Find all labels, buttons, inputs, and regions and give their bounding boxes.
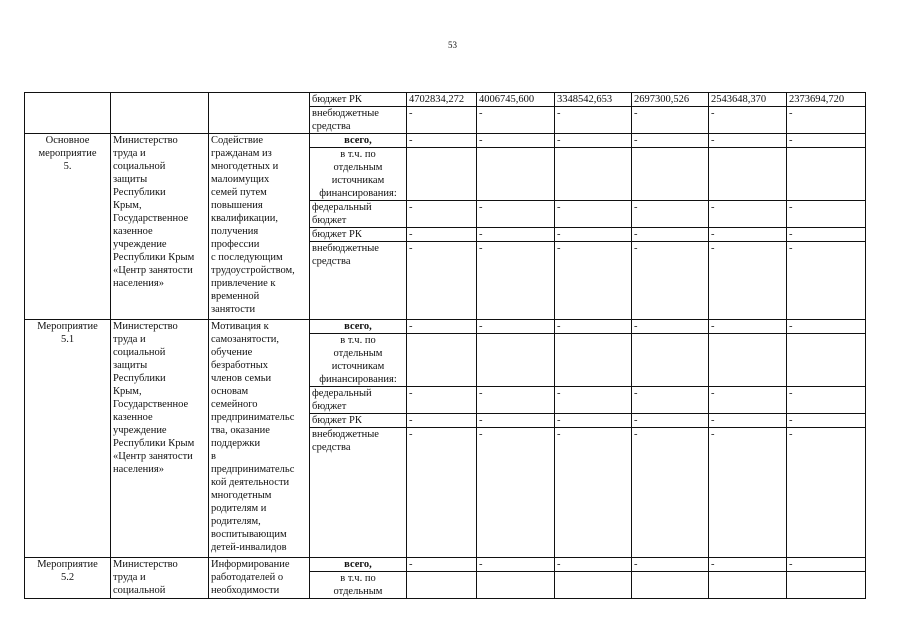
value-cell: 2543648,370 <box>709 93 787 107</box>
source-label: федеральный бюджет <box>310 387 407 414</box>
source-including-label: в т.ч. по отдельным источникам финансирования: <box>310 148 407 201</box>
description-cell: Информирование работодателей о необходимости <box>209 558 310 599</box>
value-cell: - <box>787 242 866 320</box>
value-cell: 2697300,526 <box>632 93 709 107</box>
value-cell: 4006745,600 <box>477 93 555 107</box>
value-cell: - <box>787 134 866 148</box>
value-cell <box>787 572 866 599</box>
value-cell: - <box>555 134 632 148</box>
source-including-label: в т.ч. по отдельным источникам финансирования: <box>310 334 407 387</box>
value-cell <box>555 334 632 387</box>
value-cell: - <box>632 242 709 320</box>
value-cell: - <box>555 414 632 428</box>
measure-name-cell: Основное мероприятие 5. <box>25 134 111 320</box>
value-cell: - <box>477 387 555 414</box>
value-cell: - <box>477 414 555 428</box>
value-cell <box>477 148 555 201</box>
value-cell <box>555 572 632 599</box>
value-cell: - <box>477 558 555 572</box>
value-cell: - <box>407 387 477 414</box>
value-cell: - <box>407 428 477 558</box>
value-cell <box>632 572 709 599</box>
value-cell: - <box>632 387 709 414</box>
value-cell: - <box>709 320 787 334</box>
value-cell: - <box>477 242 555 320</box>
value-cell: - <box>407 242 477 320</box>
value-cell <box>709 334 787 387</box>
source-label: бюджет РК <box>310 414 407 428</box>
value-cell: - <box>477 134 555 148</box>
value-cell: - <box>407 201 477 228</box>
value-cell <box>555 148 632 201</box>
value-cell: - <box>632 320 709 334</box>
value-cell: - <box>407 558 477 572</box>
value-cell <box>477 334 555 387</box>
table-row <box>25 134 866 148</box>
source-label: внебюджетные средства <box>310 107 407 134</box>
description-cell <box>209 93 310 134</box>
value-cell: - <box>709 107 787 134</box>
value-cell: - <box>787 414 866 428</box>
value-cell <box>709 572 787 599</box>
value-cell: - <box>709 134 787 148</box>
value-cell: - <box>407 134 477 148</box>
value-cell: 3348542,653 <box>555 93 632 107</box>
value-cell <box>787 334 866 387</box>
value-cell: - <box>407 414 477 428</box>
value-cell: - <box>787 387 866 414</box>
value-cell: - <box>477 201 555 228</box>
value-cell: - <box>632 414 709 428</box>
value-cell: - <box>407 107 477 134</box>
value-cell: - <box>709 558 787 572</box>
value-cell: - <box>709 428 787 558</box>
value-cell: - <box>555 558 632 572</box>
value-cell: - <box>787 558 866 572</box>
value-cell: - <box>787 228 866 242</box>
value-cell: - <box>709 201 787 228</box>
value-cell: - <box>632 228 709 242</box>
value-cell <box>407 572 477 599</box>
page-number: 53 <box>448 40 457 50</box>
description-cell: Мотивация к самозанятости, обучение безработных членов семьи основам семейного предпринимательс тва, оказание поддержки в предпринимательс кой деятельности многодетным родителям и родителям, воспитывающим детей-инвалидов <box>209 320 310 558</box>
executor-cell <box>111 93 209 134</box>
value-cell: - <box>555 228 632 242</box>
value-cell: - <box>477 320 555 334</box>
value-cell: - <box>555 242 632 320</box>
value-cell: - <box>555 107 632 134</box>
value-cell: - <box>407 228 477 242</box>
value-cell: - <box>555 201 632 228</box>
value-cell <box>407 148 477 201</box>
value-cell: - <box>709 228 787 242</box>
value-cell <box>477 572 555 599</box>
source-total-label: всего, <box>310 558 407 572</box>
description-cell: Содействие гражданам из многодетных и малоимущих семей путем повышения квалификации, получения профессии с последующим трудоустройством, привлечение к временной занятости <box>209 134 310 320</box>
value-cell: - <box>555 387 632 414</box>
table-row <box>25 93 866 107</box>
value-cell: - <box>787 428 866 558</box>
executor-cell: Министерство труда и социальной <box>111 558 209 599</box>
executor-cell: Министерство труда и социальной защиты Республики Крым, Государственное казенное учреждение Республики Крым «Центр занятости населения» <box>111 134 209 320</box>
value-cell: - <box>632 107 709 134</box>
value-cell: - <box>787 320 866 334</box>
table-row <box>25 320 866 334</box>
value-cell: - <box>555 320 632 334</box>
value-cell: - <box>709 414 787 428</box>
measure-name-cell: Мероприятие 5.1 <box>25 320 111 558</box>
value-cell: - <box>477 228 555 242</box>
source-including-label: в т.ч. по отдельным <box>310 572 407 599</box>
value-cell: - <box>477 428 555 558</box>
value-cell: - <box>709 242 787 320</box>
measure-name-cell <box>25 93 111 134</box>
value-cell: 4702834,272 <box>407 93 477 107</box>
value-cell: - <box>477 107 555 134</box>
value-cell <box>787 148 866 201</box>
value-cell: - <box>632 201 709 228</box>
measure-name-cell: Мероприятие 5.2 <box>25 558 111 599</box>
value-cell: - <box>632 558 709 572</box>
source-total-label: всего, <box>310 320 407 334</box>
value-cell <box>407 334 477 387</box>
source-label: бюджет РК <box>310 93 407 107</box>
source-label: внебюджетные средства <box>310 428 407 558</box>
source-label: внебюджетные средства <box>310 242 407 320</box>
value-cell: 2373694,720 <box>787 93 866 107</box>
value-cell: - <box>407 320 477 334</box>
table-row <box>25 558 866 572</box>
value-cell <box>632 148 709 201</box>
value-cell: - <box>709 387 787 414</box>
value-cell: - <box>632 134 709 148</box>
program-measures-table <box>24 92 866 599</box>
value-cell: - <box>787 201 866 228</box>
value-cell: - <box>787 107 866 134</box>
source-label: федеральный бюджет <box>310 201 407 228</box>
source-total-label: всего, <box>310 134 407 148</box>
value-cell: - <box>632 428 709 558</box>
source-label: бюджет РК <box>310 228 407 242</box>
executor-cell: Министерство труда и социальной защиты Республики Крым, Государственное казенное учреждение Республики Крым «Центр занятости населения» <box>111 320 209 558</box>
value-cell <box>709 148 787 201</box>
value-cell: - <box>555 428 632 558</box>
value-cell <box>632 334 709 387</box>
